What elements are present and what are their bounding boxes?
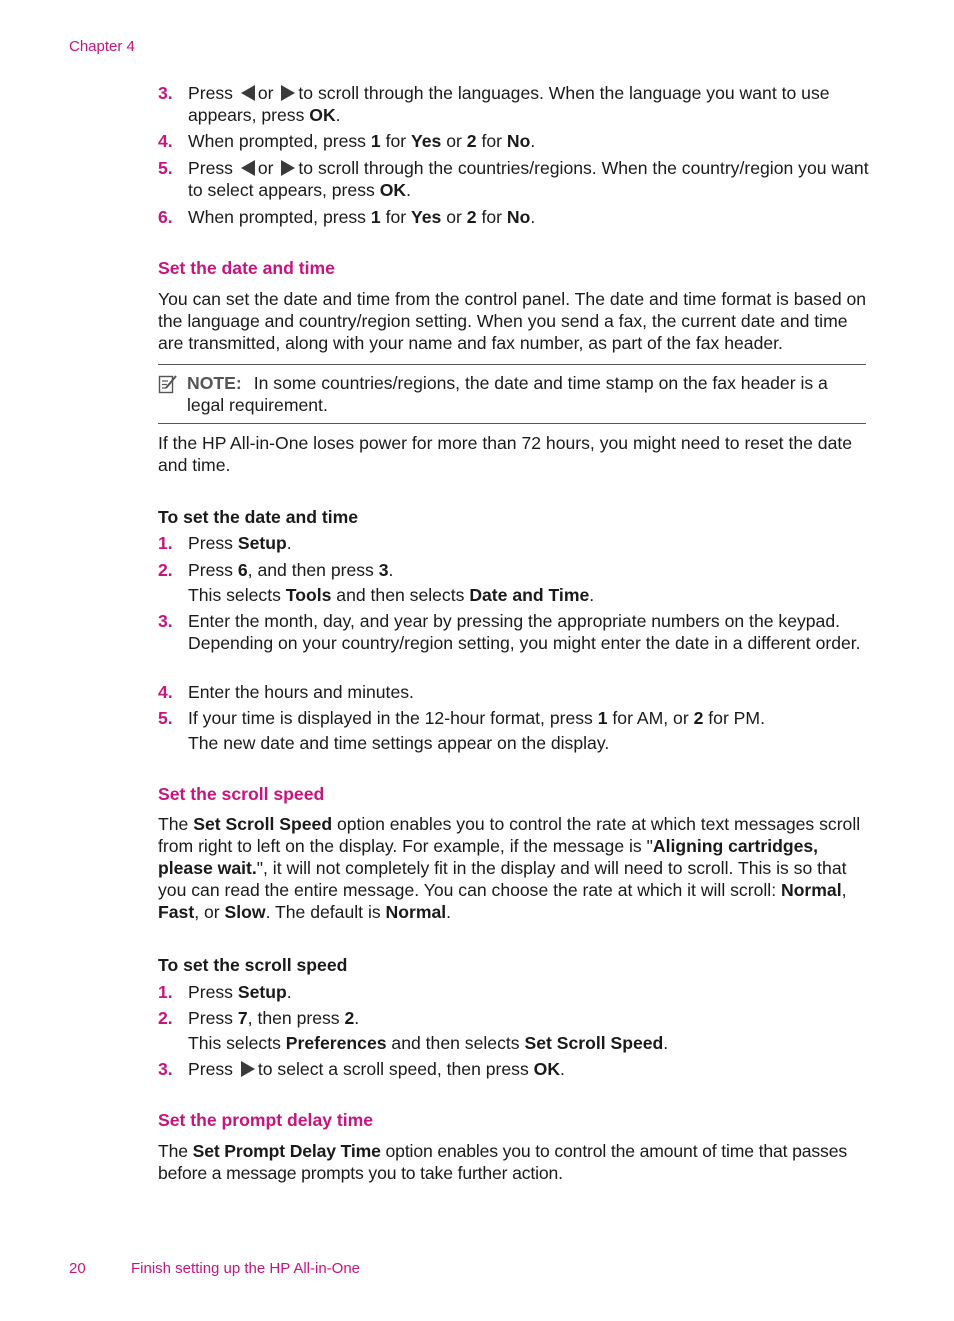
step-number: 3. [158, 611, 173, 631]
scroll-speed-intro [158, 813, 870, 923]
text: , [841, 880, 847, 900]
step-number: 3. [158, 83, 173, 103]
right-arrow-icon [281, 160, 295, 176]
menu-label: Preferences [285, 1033, 387, 1053]
step-text: Enter the month, day, and year by pressing the appropriate numbers on the keypad. Depending on your country/region setting, you might enter the date in a different order. [188, 611, 861, 653]
step-text: This selects [188, 1033, 281, 1053]
note-text: In some countries/regions, the date and time stamp on the fax header is a legal requirement. [187, 373, 828, 415]
text: , or [194, 902, 220, 922]
punct: . [335, 105, 341, 125]
punct: . [446, 902, 452, 922]
step-text: and then selects [336, 585, 465, 605]
punct: . [530, 207, 536, 227]
step-text: Press [188, 982, 233, 1002]
dt-step-2 [158, 559, 878, 606]
left-arrow-icon [241, 85, 255, 101]
step-text: When prompted, press [188, 131, 366, 151]
key-label: 2 [466, 131, 477, 151]
key-label: 6 [237, 560, 248, 580]
step-4-confirm [158, 130, 878, 152]
text: The [158, 1141, 188, 1161]
speed-option: Normal [780, 880, 842, 900]
punct: . [560, 1059, 565, 1079]
key-label: 7 [237, 1008, 248, 1028]
ss-step-1 [158, 981, 878, 1003]
speed-option: Fast [158, 902, 195, 922]
step-number: 1. [158, 982, 173, 1002]
key-label: Yes [411, 207, 442, 227]
ss-step-3 [158, 1058, 878, 1080]
step-number: 4. [158, 682, 173, 702]
menu-label: Tools [285, 585, 332, 605]
procedure-title-date-time: To set the date and time [158, 507, 359, 527]
step-text: for PM. [708, 708, 765, 728]
section-heading-scroll-speed: Set the scroll speed [158, 784, 325, 804]
dt-step-4 [158, 681, 878, 703]
ss-step-2 [158, 1007, 878, 1054]
section-heading-date-time: Set the date and time [158, 258, 335, 278]
step-text: Press [188, 1059, 233, 1079]
step-text: for [481, 131, 503, 151]
step-text: or [257, 83, 274, 103]
key-label: 3 [378, 560, 389, 580]
footer-title: Finish setting up the HP All-in-One [131, 1260, 361, 1277]
punct: . [589, 585, 595, 605]
option-label: Set Scroll Speed [193, 814, 333, 834]
key-label: Yes [411, 131, 442, 151]
left-arrow-icon [241, 160, 255, 176]
step-text: , and then press [247, 560, 374, 580]
step-number: 3. [158, 1059, 173, 1079]
key-label: Setup [237, 533, 287, 553]
step-number: 2. [158, 560, 173, 580]
chapter-label: Chapter 4 [69, 38, 135, 55]
note-box [158, 364, 866, 424]
step-number: 4. [158, 131, 173, 151]
text: ", it will not completely fit in the display and will need to scroll. This is so that you can read the entire message. You can choose the rate at which it will scroll: [158, 858, 847, 900]
note-text-block [187, 372, 867, 416]
right-arrow-icon [241, 1061, 255, 1077]
step-number: 1. [158, 533, 173, 553]
punct: . [388, 560, 394, 580]
step-text: Press [188, 560, 233, 580]
step-text: If your time is displayed in the 12-hour format, press [188, 708, 593, 728]
ok-key-label: OK [309, 105, 336, 125]
text: . The default is [265, 902, 381, 922]
punct: . [663, 1033, 669, 1053]
key-label: 2 [693, 708, 704, 728]
step-text: When prompted, press [188, 207, 366, 227]
step-text: Press [188, 83, 233, 103]
step-text: for [385, 207, 407, 227]
step-text: or [257, 158, 274, 178]
step-result [188, 584, 878, 606]
right-arrow-icon [281, 85, 295, 101]
step-text: , then press [247, 1008, 340, 1028]
key-label: 2 [466, 207, 477, 227]
dt-step-1 [158, 532, 878, 554]
step-5-countries [158, 157, 878, 201]
date-time-intro: You can set the date and time from the control panel. The date and time format is based on the language and country/region setting. When you send a fax, the current date and time are transmitted, along with your name and fax number, as part of the fax header. [158, 289, 867, 353]
key-label: Setup [237, 982, 287, 1002]
option-label: Set Prompt Delay Time [192, 1141, 381, 1161]
key-label: 2 [344, 1008, 355, 1028]
punct: . [530, 131, 536, 151]
step-text: and then selects [391, 1033, 520, 1053]
prompt-delay-intro [158, 1140, 870, 1184]
page-number: 20 [69, 1260, 86, 1277]
step-6-confirm [158, 206, 878, 228]
key-label: No [506, 131, 531, 151]
step-text: for [385, 131, 407, 151]
dt-step-5 [158, 707, 878, 754]
step-text: This selects [188, 585, 281, 605]
punct: . [354, 1008, 360, 1028]
menu-label: Date and Time [469, 585, 590, 605]
ok-key-label: OK [533, 1059, 561, 1079]
speed-option: Slow [224, 902, 266, 922]
step-text: to scroll through the countries/regions. When the country/region you want to select appears, press [188, 158, 869, 200]
step-text: or [446, 207, 462, 227]
key-label: 1 [597, 708, 608, 728]
power-loss-paragraph: If the HP All-in-One loses power for more than 72 hours, you might need to reset the date and time. [158, 433, 853, 475]
punct: . [286, 982, 292, 1002]
step-text: for [481, 207, 503, 227]
text: option enables you to control the amount of time that passes before a message prompts you to take further action. [158, 1141, 847, 1183]
note-icon [158, 374, 178, 394]
text: option enables you to control the rate at which text messages scroll from right to left on the display. For example, if the message is " [158, 814, 861, 856]
step-number: 5. [158, 708, 173, 728]
key-label: No [506, 207, 531, 227]
step-result [188, 1032, 878, 1054]
text: The [158, 814, 189, 834]
step-text: for AM, or [612, 708, 689, 728]
ok-key-label: OK [379, 180, 407, 200]
example-message: Aligning cartridges, please wait. [158, 836, 819, 878]
step-text: Press [188, 158, 233, 178]
speed-option: Normal [385, 902, 447, 922]
step-text: Enter the hours and minutes. [188, 682, 414, 702]
step-text: Press [188, 533, 233, 553]
note-label: NOTE: [187, 373, 242, 393]
menu-label: Set Scroll Speed [524, 1033, 664, 1053]
step-text: to select a scroll speed, then press [257, 1059, 529, 1079]
dt-step-3 [158, 610, 878, 654]
step-number: 5. [158, 158, 173, 178]
step-number: 6. [158, 207, 173, 227]
key-label: 1 [370, 131, 381, 151]
step-text: Press [188, 1008, 233, 1028]
key-label: 1 [370, 207, 381, 227]
step-result: The new date and time settings appear on the display. [188, 733, 610, 753]
procedure-title-scroll-speed: To set the scroll speed [158, 955, 348, 975]
step-text: to scroll through the languages. When the language you want to use appears, press [188, 83, 830, 125]
step-3-languages [158, 82, 878, 126]
step-text: or [446, 131, 462, 151]
punct: . [286, 533, 292, 553]
step-number: 2. [158, 1008, 173, 1028]
punct: . [406, 180, 411, 200]
section-heading-prompt-delay: Set the prompt delay time [158, 1110, 374, 1130]
